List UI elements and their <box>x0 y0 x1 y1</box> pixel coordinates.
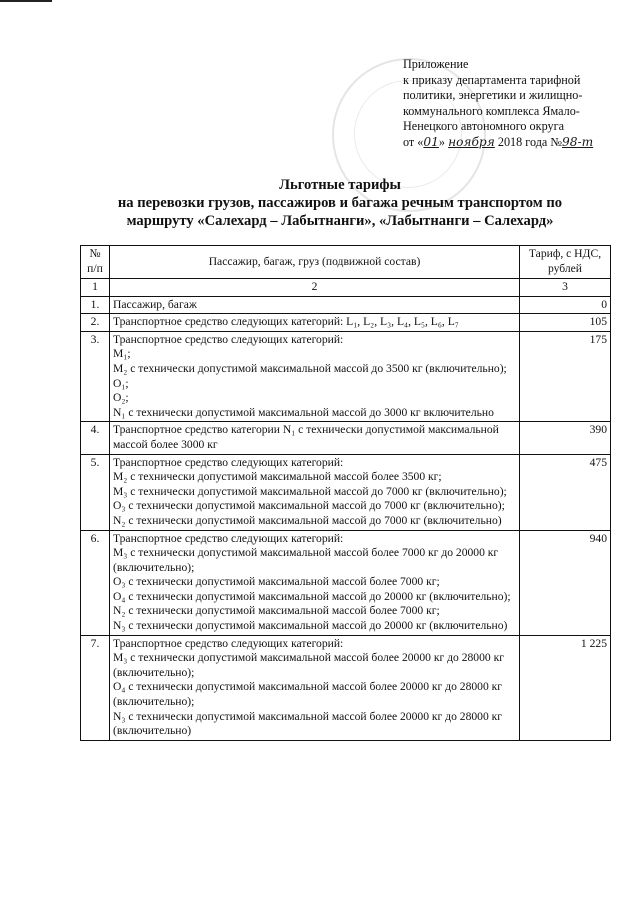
row-description <box>110 635 520 740</box>
description-line: O₄ с технически допустимой максимальной массой более 20000 кг до 28000 кг (включительно); <box>113 680 503 709</box>
row-description <box>110 296 520 314</box>
description-line: O₁; <box>113 376 129 390</box>
description-line: Транспортное средство следующих категорий: <box>113 455 344 469</box>
description-line: M₃ с технически допустимой максимальной массой до 7000 кг (включительно); <box>113 484 507 498</box>
tariff-table-body <box>81 296 611 740</box>
description-line: N₂ с технически допустимой максимальной массой более 7000 кг; <box>113 604 440 618</box>
row-description <box>110 530 520 635</box>
header-price: Тариф, с НДС, рублей <box>520 246 611 279</box>
header-item: Пассажир, багаж, груз (подвижной состав) <box>110 246 520 279</box>
header-num: № п/п <box>81 246 110 279</box>
table-row <box>81 454 611 530</box>
row-number: 6. <box>81 530 110 635</box>
table-row <box>81 422 611 454</box>
appendix-line: коммунального комплекса Ямало- <box>403 103 580 118</box>
title-line-2: на перевозки грузов, пассажиров и багажа речным транспортом по <box>117 195 563 211</box>
appendix-block <box>403 57 633 151</box>
table-row <box>81 296 611 314</box>
description-line: N₂ с технически допустимой максимальной массой до 7000 кг (включительно) <box>113 513 502 527</box>
top-rule <box>0 0 52 2</box>
row-description <box>110 331 520 422</box>
document-title <box>60 176 620 230</box>
description-line: Транспортное средство следующих категорий: <box>113 332 344 346</box>
description-line: Пассажир, багаж <box>113 297 197 311</box>
row-tariff: 475 <box>520 454 611 530</box>
description-line: Транспортное средство следующих категорий: <box>113 531 344 545</box>
description-line: O₃ с технически допустимой максимальной массой более 7000 кг; <box>113 575 440 589</box>
appendix-line: политики, энергетики и жилищно- <box>403 88 583 103</box>
description-line: M₃ с технически допустимой максимальной массой более 20000 кг до 28000 кг (включительно); <box>113 651 504 679</box>
description-line: M₂ с технически допустимой максимальной массой более 3500 кг; <box>113 470 442 484</box>
table-row <box>81 635 611 740</box>
appendix-line: Приложение <box>403 57 469 71</box>
date-prefix: от « <box>403 134 424 149</box>
index-cell: 3 <box>520 279 611 297</box>
row-description <box>110 454 520 530</box>
description-line: N₃ с технически допустимой максимальной массой до 20000 кг (включительно) <box>113 619 508 633</box>
row-number: 1. <box>81 296 110 314</box>
description-line: O₃ с технически допустимой максимальной массой до 7000 кг (включительно); <box>113 499 505 513</box>
row-tariff: 940 <box>520 530 611 635</box>
column-index-row <box>81 279 611 297</box>
table-header-row <box>81 246 611 279</box>
row-number: 5. <box>81 454 110 530</box>
description-line: O₄ с технически допустимой максимальной массой до 20000 кг (включительно); <box>113 589 511 603</box>
tariff-table <box>80 245 611 741</box>
row-tariff: 105 <box>520 314 611 332</box>
row-tariff: 0 <box>520 296 611 314</box>
title-line-1: Льготные тарифы <box>279 177 401 193</box>
row-tariff: 1 225 <box>520 635 611 740</box>
row-number: 7. <box>81 635 110 740</box>
date-mid: » <box>438 134 446 149</box>
appendix-line: к приказу департамента тарифной <box>403 72 581 87</box>
index-cell: 2 <box>110 279 520 297</box>
order-date-line <box>403 135 633 151</box>
title-line-3: маршруту «Салехард – Лабытнанги», «Лабытнанги – Салехард» <box>126 213 554 229</box>
row-tariff: 175 <box>520 331 611 422</box>
index-cell: 1 <box>81 279 110 297</box>
order-number: 98-т <box>562 134 594 149</box>
order-day: 01 <box>423 134 439 149</box>
table-row <box>81 314 611 332</box>
description-line: Транспортное средство категории N₁ с технически допустимой максимальной массой более 3000 кг <box>113 423 499 451</box>
description-line: N₃ с технически допустимой максимальной массой более 20000 кг до 28000 кг (включительно) <box>113 709 503 738</box>
row-description <box>110 314 520 332</box>
row-tariff: 390 <box>520 422 611 454</box>
row-number: 3. <box>81 331 110 422</box>
row-number: 4. <box>81 422 110 454</box>
table-row <box>81 530 611 635</box>
appendix-line: Ненецкого автономного округа <box>403 119 565 134</box>
description-line: M₂ с технически допустимой максимальной массой до 3500 кг (включительно); <box>113 361 507 375</box>
row-description <box>110 422 520 454</box>
description-line: M₃ с технически допустимой максимальной массой более 7000 кг до 20000 кг (включительно); <box>113 546 499 574</box>
description-line: Транспортное средство следующих категорий: L₁, L₂, L₃, L₄, L₅, L₆, L₇ <box>113 315 459 329</box>
description-line: M₁; <box>113 347 131 361</box>
order-month: ноября <box>448 134 495 149</box>
description-line: N₁ с технически допустимой максимальной массой до 3000 кг включительно <box>113 405 494 419</box>
description-line: O₂; <box>113 391 129 405</box>
description-line: Транспортное средство следующих категорий: <box>113 636 344 650</box>
row-number: 2. <box>81 314 110 332</box>
table-row <box>81 331 611 422</box>
order-year: 2018 года № <box>497 134 563 149</box>
